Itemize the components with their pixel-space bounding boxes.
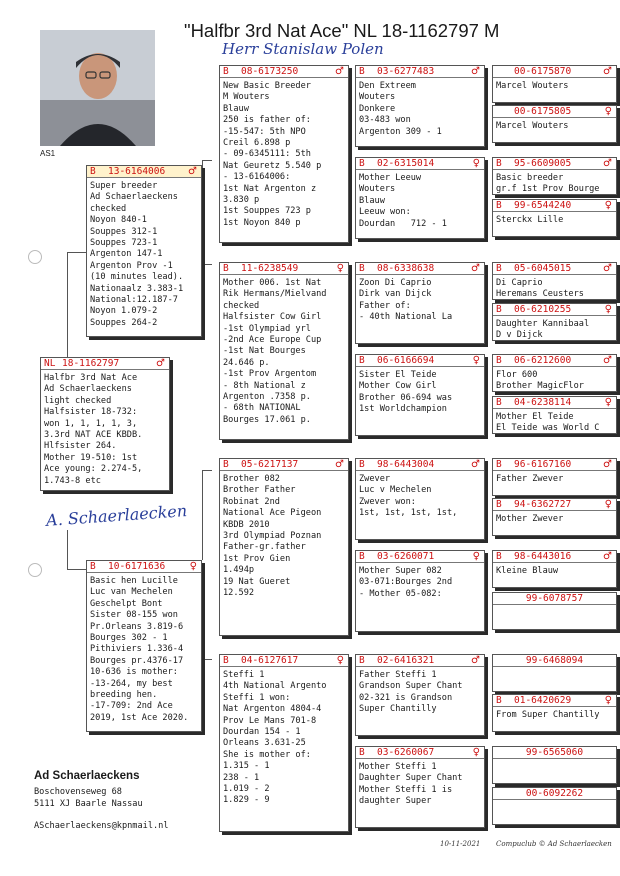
box-header <box>493 263 616 275</box>
pedigree-box-g14[interactable] <box>492 694 617 732</box>
handwritten-signature-top: Herr Stanislaw Polen <box>222 40 384 58</box>
box-text: Daughter Kannibaal D v Dijck <box>496 319 590 341</box>
box-header <box>493 355 616 367</box>
box-text: Marcel Wouters <box>496 81 569 91</box>
pedigree-box-mf[interactable] <box>219 458 349 636</box>
box-header <box>493 66 616 78</box>
pedigree-box-g13[interactable] <box>492 654 617 692</box>
box-header <box>356 655 484 667</box>
pedigree-box-g1[interactable] <box>492 65 617 103</box>
box-text: Zoon Di Caprio Dirk van Dijck Father of: - 40th National La <box>359 278 453 323</box>
box-header <box>356 263 484 275</box>
ring-number: 04-6238114 <box>514 397 572 408</box>
owner-photo-icon <box>40 30 155 146</box>
box-text: From Super Chantilly <box>496 710 600 720</box>
box-header <box>493 200 616 212</box>
box-header <box>220 459 348 471</box>
country-code: B <box>90 166 96 177</box>
connector-line <box>67 252 87 358</box>
box-header <box>356 459 484 471</box>
country-code: B <box>223 655 229 666</box>
ring-number: 00-6175805 <box>514 106 572 117</box>
sex-icon: ♀ <box>604 106 612 117</box>
box-header <box>493 397 616 409</box>
sex-icon: ♂ <box>603 355 612 366</box>
box-header <box>493 106 616 118</box>
ring-number: 04-6127617 <box>241 655 299 666</box>
ring-number: 06-6210255 <box>514 304 572 315</box>
box-text: Halfbr 3rd Nat Ace Ad Schaerlaeckens light checked Halfsister 18-732: won 1, 1, 1, 1, 3, 3.3rd NAT ACE KBDB. Hlfsister 264. Mother 19-510: 1st Ace young: 2.274-5, 1.743-8 etc <box>44 373 143 486</box>
ring-number: 08-6338638 <box>377 263 435 274</box>
box-text: Father Zwever <box>496 474 564 484</box>
pedigree-title: "Halfbr 3rd Nat Ace" NL 18-1162797 M <box>184 20 500 41</box>
box-text: Kleine Blauw <box>496 566 559 576</box>
sex-icon: ♂ <box>603 66 612 77</box>
sex-icon: ♂ <box>471 655 480 666</box>
pedigree-box-father[interactable] <box>86 165 202 337</box>
box-header <box>493 747 616 759</box>
pedigree-box-g11[interactable] <box>492 550 617 588</box>
country-code: B <box>359 551 365 562</box>
pedigree-box-g12[interactable] <box>492 592 617 630</box>
box-header <box>220 655 348 667</box>
box-text: Brother 082 Brother Father Robinat 2nd National Ace Pigeon KBDB 2010 3rd Olympiad Poznan Father-gr.father 1st Prov Gien 1.494p 19 Nat Gueret 12.592 <box>223 474 322 599</box>
sex-icon: ♀ <box>472 747 480 758</box>
sex-icon: ♀ <box>472 355 480 366</box>
owner-email[interactable]: ASchaerlaeckens@kpnmail.nl <box>34 821 169 831</box>
ring-number: 02-6416321 <box>377 655 435 666</box>
box-text: Mother Leeuw Wouters Blauw Leeuw won: Dourdan 712 - 1 <box>359 173 447 229</box>
box-header <box>493 304 616 316</box>
connector-line <box>202 600 212 660</box>
footer-date: 10-11-2021 <box>440 840 481 848</box>
box-header <box>493 459 616 471</box>
pedigree-box-g16[interactable] <box>492 787 617 825</box>
pedigree-box-fmf[interactable] <box>355 262 485 344</box>
owner-photo <box>40 30 155 146</box>
ring-number: 94-6362727 <box>514 499 572 510</box>
pedigree-box-mmm[interactable] <box>355 746 485 828</box>
sex-icon: ♀ <box>189 561 197 572</box>
ring-number: 03-6277483 <box>377 66 435 77</box>
sex-icon: ♂ <box>603 158 612 169</box>
box-text: Sterckx Lille <box>496 215 564 225</box>
country-code: B <box>496 459 502 470</box>
pedigree-box-mm[interactable] <box>219 654 349 832</box>
box-header <box>493 593 616 605</box>
handwritten-signature-side: A. Schaerlaecken <box>45 501 188 530</box>
box-text: Steffi 1 4th National Argento Steffi 1 won: Nat Argenton 4804-4 Prov Le Mans 701-8 Dourdan 154 - 1 Orleans 3.631-25 She is mother of: 1.315 - 1 238 - 1 1.019 - 2 1.829 - 9 <box>223 670 327 806</box>
box-header <box>87 166 201 178</box>
country-code: NL <box>44 358 56 369</box>
box-header <box>87 561 201 573</box>
box-text: Father Steffi 1 Grandson Super Chant 02-321 is Grandson Super Chantilly <box>359 670 463 715</box>
sex-icon: ♂ <box>603 551 612 562</box>
sex-icon: ♀ <box>336 263 344 274</box>
box-header <box>356 355 484 367</box>
ring-number: 99-6565060 <box>525 747 584 758</box>
ring-number: 08-6173250 <box>241 66 299 77</box>
box-header <box>356 158 484 170</box>
pedigree-box-g8[interactable] <box>492 396 617 434</box>
country-code: B <box>496 397 502 408</box>
pedigree-box-g9[interactable] <box>492 458 617 496</box>
box-header <box>356 551 484 563</box>
pedigree-box-mff[interactable] <box>355 458 485 540</box>
box-text: Mother Steffi 1 Daughter Super Chant Mother Steffi 1 is daughter Super <box>359 762 463 807</box>
country-code: B <box>496 695 502 706</box>
box-header <box>493 551 616 563</box>
pedigree-box-g7[interactable] <box>492 354 617 392</box>
country-code: B <box>496 304 502 315</box>
sex-icon: ♀ <box>604 499 612 510</box>
ring-number: 95-6609005 <box>514 158 572 169</box>
country-code: B <box>359 66 365 77</box>
ring-number: 05-6217137 <box>241 459 299 470</box>
ring-number: 98-6443004 <box>377 459 435 470</box>
box-text: Di Caprio Heremans Ceusters <box>496 278 584 300</box>
ring-number: 01-6420629 <box>514 695 572 706</box>
country-code: B <box>496 263 502 274</box>
punch-hole <box>28 250 42 264</box>
sex-icon: ♂ <box>603 459 612 470</box>
ring-number: 10-6171636 <box>108 561 166 572</box>
box-text: Mother 006. 1st Nat Rik Hermans/Mielvand checked Halfsister Cow Girl -1st Olympiad yrl -2nd Ace Europe Cup -1st Nat Bourges 24.646 p. -1st Prov Argentom - 8th National z Argenton .7358 p. - 68th NATIONAL Bourges 17.061 p. <box>223 278 327 425</box>
pedigree-box-mmf[interactable] <box>355 654 485 736</box>
connector-line <box>67 530 87 570</box>
pedigree-box-mother[interactable] <box>86 560 202 732</box>
pedigree-box-fff[interactable] <box>355 65 485 147</box>
footer-credit: Compuclub © Ad Schaerlaecken <box>496 840 612 848</box>
box-header <box>493 655 616 667</box>
ring-number: 05-6045015 <box>514 263 572 274</box>
sex-icon: ♀ <box>472 551 480 562</box>
country-code: B <box>359 263 365 274</box>
sex-icon: ♀ <box>604 200 612 211</box>
ring-number: 11-6238549 <box>241 263 299 274</box>
ring-number: 99-6468094 <box>525 655 584 666</box>
owner-address-line1: Boschovenseweg 68 <box>34 787 122 797</box>
country-code: B <box>223 66 229 77</box>
ring-number: 00-6175870 <box>514 66 572 77</box>
pedigree-box-g3[interactable] <box>492 157 617 195</box>
sex-icon: ♂ <box>188 166 197 177</box>
box-header <box>493 695 616 707</box>
box-text: New Basic Breeder M Wouters Blauw 250 is father of: -15-547: 5th NPO Creil 6.898 p - 09-6345111: 5th Nat Geuretz 5.540 p - 13-6164006: 1st Nat Argenton z 3.830 p 1st Souppes 723 p 1st Noyon 840 p <box>223 81 322 228</box>
owner-address-line2: 5111 XJ Baarle Nassau <box>34 799 143 809</box>
connector-line <box>202 160 212 205</box>
ring-number: 18-1162797 <box>62 358 120 369</box>
country-code: B <box>496 355 502 366</box>
photo-caption: AS1 <box>40 149 56 158</box>
country-code: B <box>90 561 96 572</box>
ring-number: 96-6167160 <box>514 459 572 470</box>
country-code: B <box>359 459 365 470</box>
pedigree-box-g15[interactable] <box>492 746 617 784</box>
sex-icon: ♀ <box>604 304 612 315</box>
country-code: B <box>496 158 502 169</box>
pedigree-box-ff[interactable] <box>219 65 349 243</box>
box-text: Marcel Wouters <box>496 121 569 131</box>
ring-number: 02-6315014 <box>377 158 435 169</box>
box-text: Den Extreem Wouters Donkere 03-483 won Argenton 309 - 1 <box>359 81 442 137</box>
box-header <box>493 158 616 170</box>
country-code: B <box>359 655 365 666</box>
ring-number: 03-6260067 <box>377 747 435 758</box>
box-text: Basic hen Lucille Luc van Mechelen Geschelpt Bont Sister 08-155 won Pr.Orleans 3.819-6 Bourges 302 - 1 Pithiviers 1.336-4 Bourges pr.4376-17 10-636 is mother: -13-264, my best breeding hen. -17-709: 2nd Ace 2019, 1st Ace 2020. <box>90 576 189 723</box>
box-header <box>356 747 484 759</box>
box-header <box>41 358 169 370</box>
ring-number: 13-6164006 <box>108 166 166 177</box>
ring-number: 99-6078757 <box>525 593 584 604</box>
pedigree-box-g2[interactable] <box>492 105 617 143</box>
pedigree-box-fmm[interactable] <box>355 354 485 436</box>
ring-number: 98-6443016 <box>514 551 572 562</box>
ring-number: 03-6260071 <box>377 551 435 562</box>
sex-icon: ♂ <box>335 66 344 77</box>
box-header <box>220 66 348 78</box>
pedigree-box-g6[interactable] <box>492 303 617 341</box>
sex-icon: ♂ <box>603 263 612 274</box>
sex-icon: ♀ <box>336 655 344 666</box>
pedigree-box-ffm[interactable] <box>355 157 485 239</box>
ring-number: 06-6212600 <box>514 355 572 366</box>
owner-contact <box>34 770 169 832</box>
box-text: Sister El Teide Mother Cow Girl Brother 06-694 was 1st Worldchampion <box>359 370 453 415</box>
country-code: B <box>359 747 365 758</box>
pedigree-box-g10[interactable] <box>492 498 617 536</box>
pedigree-box-subject[interactable] <box>40 357 170 491</box>
country-code: B <box>223 459 229 470</box>
sex-icon: ♂ <box>471 263 480 274</box>
box-text: Super breeder Ad Schaerlaeckens checked Noyon 840-1 Souppes 312-1 Souppes 723-1 Argenton 147-1 Argenton Prov -1 (10 minutes lead). Nationaalz 3.383-1 National:12.187-7 Noyon 1.079-2 Souppes 264-2 <box>90 181 184 328</box>
sex-icon: ♀ <box>604 397 612 408</box>
ring-number: 00-6092262 <box>525 788 584 799</box>
box-text: Flor 600 Brother MagicFlor <box>496 370 584 392</box>
country-code: B <box>359 355 365 366</box>
sex-icon: ♂ <box>156 358 165 369</box>
pedigree-box-g4[interactable] <box>492 199 617 237</box>
ring-number: 06-6166694 <box>377 355 435 366</box>
country-code: B <box>496 200 502 211</box>
sex-icon: ♂ <box>471 459 480 470</box>
owner-name: Ad Schaerlaeckens <box>34 770 140 782</box>
connector-line <box>202 470 212 560</box>
sex-icon: ♀ <box>604 695 612 706</box>
pedigree-box-mfm[interactable] <box>355 550 485 632</box>
sex-icon: ♂ <box>471 66 480 77</box>
country-code: B <box>359 158 365 169</box>
country-code: B <box>496 551 502 562</box>
box-text: Mother Zwever <box>496 514 564 524</box>
box-text: Mother El Teide El Teide was World C <box>496 412 600 434</box>
pedigree-box-fm[interactable] <box>219 262 349 440</box>
punch-hole <box>28 563 42 577</box>
box-text: Mother Super 082 03-071:Bourges 2nd - Mother 05-082: <box>359 566 453 599</box>
box-text: Basic breeder gr.f 1st Prov Bourge <box>496 173 600 195</box>
box-header <box>356 66 484 78</box>
box-header <box>220 263 348 275</box>
sex-icon: ♂ <box>335 459 344 470</box>
pedigree-box-g5[interactable] <box>492 262 617 300</box>
country-code: B <box>496 499 502 510</box>
country-code: B <box>223 263 229 274</box>
sex-icon: ♀ <box>472 158 480 169</box>
connector-line <box>202 205 212 265</box>
box-header <box>493 788 616 800</box>
box-header <box>493 499 616 511</box>
box-text: Zwever Luc v Mechelen Zwever won: 1st, 1st, 1st, 1st, <box>359 474 458 519</box>
ring-number: 99-6544240 <box>514 200 572 211</box>
